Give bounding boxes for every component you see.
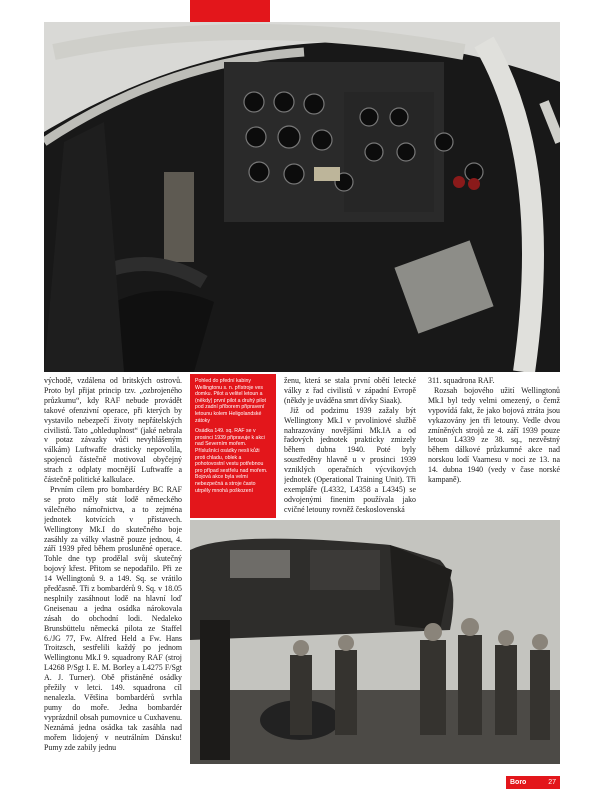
footer-tag [506,776,560,789]
column-1-paragraph-1: východě, vzdálena od britských ostrovů. Proto byl přijat princip tzv. „ozbrojeného průzkumu“, kdy RAF nebude provádět takové ofenzivní operace, při kterých by vystavilo nebezpečí životy nepřátelských civilistů. Tato „ohleduplnost“ (jaké nebrala v potaz závazky vůči nevyhlášeným válkám) Luftwaffe drasticky nepovolila, spojenců částečně motivoval obyčejný strach z odplaty mocnější Luftwaffe a částečně politické kalkulace. [44,376,182,485]
column-3-paragraph-1: 311. squadrona RAF. [428,376,495,385]
caption-paragraph-1: Pohled do přední kabiny Wellingtonu s. n. přístroje ves domku. Pilot a velitel letoun a (někdy) první pilot a druhý pilot pod zadní příborem připravení letounu kolem Heligolandské zátoky [195,378,266,424]
column-1-paragraph-2: Prvním cílem pro bombardéry BC RAF se proto měly stát lodě německého válečného námořnictva, a to zejména jednotek kotvících v přístavech. Wellingtony Mk.I do skutečného boje zasáhly za války vlastně pouze jednou, 4. září 1939 před během prosluněné operace. Tohle dne typ prodělal svůj skutečný bojový křest. Přitom se nepodařilo. Při ze 14 Wellingtonů 9. a 149. Sq. se vrátilo předčasně. Tři z bombardérů 9. Sq. v 18.05 nesplnily zasáhnout lodě na hlavní loď Gneisenau a jedna osádka nárokovala zásah do obchodní lodi. Nedaleko Brunsbüttelu německá pilota ze Staffel 6./JG 77, Fw. Alfred Held a Fw. Hans Troitzsch, sestřelili každý po jednom Wellingtonu Mk.I 9. squadrony RAF (stroj L4268 P/Sgt I. E. M. Borley a L4275 F/Sgt A. J. Turner). Obě přistáněné osádky přežily v letci. 149. squadrona cíl nenalezla. Většina bombardérů svrhla pumy do moře. Jedna bombardér vyprázdnil obsah pumovnice u Cuxhavenu. Neznámá jedna osádka tak zasáhla nad mořem lidojený v neutrálním Dánsku! Pumy zde zabily jednu [44,484,182,752]
caption-paragraph-2: Osádka 149. sq. RAF se v prosinci 1939 připravuje k akci nad Severním mořem. Příslušníci osádky nesli kůži proti chladu, oblek a pohotovostní vestu potřebnou pro případ sestřelu nad mořem. Bojová akce byla velmi nebezpečná a stroje často utrpěly mnohá poškození [195,428,268,494]
column-2 [284,376,416,516]
column-3 [428,376,560,506]
crew-photo [190,520,560,764]
cockpit-photo [44,22,560,372]
column-2-paragraph-2: Již od podzimu 1939 zažaly být Wellingtony Mk.I v prvoliniové službě nahrazovány novějšími Mk.IA a od řadových jednotek prakticky zmizely během dubna 1940. Poté byly soustředěny hlavně u v prosinci 1939 vzniklých operačních výcvikových jednotek (Operational Training Unit). Tři exempláře (L4332, L4358 a L4345) se odvojenými finenim používala jako cvičné letouny rovněž československá [284,405,416,514]
column-1 [44,376,182,772]
page-number: 27 [548,779,556,786]
footer-tag-label: Boro [510,779,527,786]
column-2-paragraph-1: ženu, která se stala první obětí letecké války z řad civilistů v západní Evropě (někdy je uváděna smrt dívky Siaak). [284,376,416,405]
column-3-paragraph-2: Rozsah bojového užití Wellingtonů Mk.I byl tedy velmi omezený, o čemž vypovídá fakt, že jako bojová ztráta jsou vykazovány jen tři letouny. Vedle dvou zmíněných strojů ze 4. září 1939 pouze letoun L4339 ze 38. sq., nezvěstný během dálkové průzkumné akce nad norskou lodí Vaarnesu v noci ze 13. na 14. dubna 1940 (vedy v čase norské kampaně). [428,385,560,485]
photo-caption-box [190,374,276,518]
top-red-stripe [190,0,270,22]
